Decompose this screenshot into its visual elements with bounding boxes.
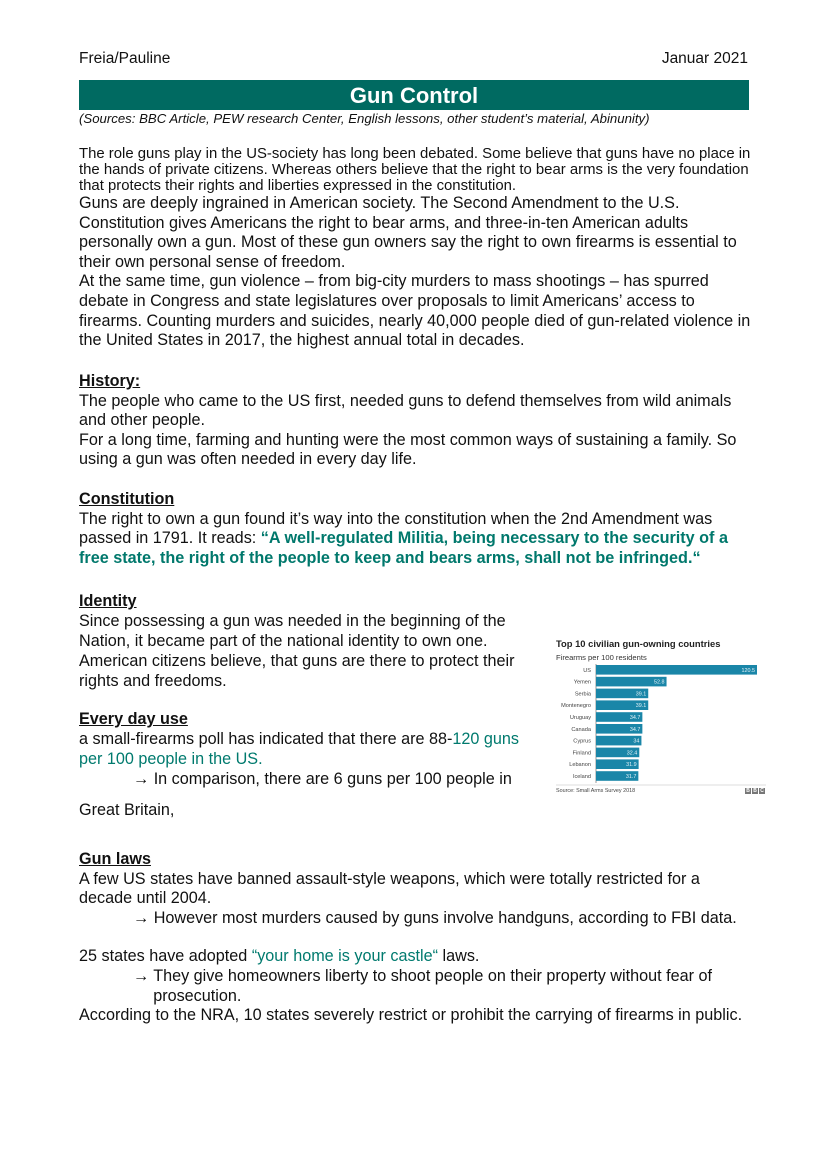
chart-category-label: Finland — [572, 750, 591, 757]
document-date: Januar 2021 — [661, 50, 748, 67]
chart-category-label: US — [583, 667, 591, 674]
constitution-heading: Constitution — [79, 490, 175, 508]
sources-line: (Sources: BBC Article, PEW research Center, English lessons, other student’s material, Abinunity) — [79, 111, 650, 126]
chart-value-label: 52.8 — [654, 679, 665, 686]
gun-laws-paragraph-3 — [79, 947, 751, 967]
chart-bar — [596, 665, 757, 675]
gun-laws-section — [79, 850, 751, 1026]
gun-laws-heading: Gun laws — [79, 850, 151, 868]
comparison-line — [79, 769, 539, 789]
history-section — [79, 372, 751, 470]
chart-value-label: 39.1 — [635, 691, 647, 698]
handguns-text: However most murders caused by guns involve handguns, according to FBI data. — [153, 908, 737, 927]
chart-value-label: 31.7 — [625, 774, 637, 780]
constitution-section — [79, 490, 751, 568]
comparison-end: Great Britain, — [79, 801, 175, 819]
history-heading: History: — [79, 372, 141, 390]
history-paragraph-1: The people who came to the US first, needed guns to defend themselves from wild animals and other people. — [79, 391, 732, 430]
everyday-section — [79, 709, 539, 820]
history-paragraph-2: For a long time, farming and hunting were the most common ways of sustaining a family. So using a gun was often needed in every day life. — [79, 430, 737, 469]
chart-value-label: 31.9 — [626, 762, 637, 769]
everyday-text: a small-firearms poll has indicated that there are 88- — [79, 730, 453, 748]
chart-category-label: Yemen — [573, 679, 591, 686]
chart-value-label: 39.1 — [635, 703, 647, 710]
chart-category-label: Montenegro — [561, 703, 591, 710]
identity-section — [79, 591, 539, 691]
intro-paragraph-3: At the same time, gun violence – from big-city murders to mass shootings – has spurred debate in Congress and state legislatures over proposals to limit Americans’ access to firearms. Counting murders and suicides, nearly 40,000 people died of gun-related violence in the United States in 2017, the highest annual total in decades. — [79, 272, 751, 350]
arrow-right-icon: → — [133, 966, 150, 985]
gun-ownership-chart — [556, 638, 766, 798]
author-names: Freia/Pauline — [79, 50, 171, 67]
intro-paragraph-1: The role guns play in the US-society has long been debated. Some believe that guns have no place in the hands of private citizens. Whereas others believe that the right to bear arms is the very foundation that protects their rights and liberties expressed in the constitution. — [79, 146, 751, 194]
chart-category-label: Lebanon — [569, 762, 591, 769]
everyday-paragraph — [79, 729, 539, 769]
chart-category-label: Cyprus — [573, 738, 591, 745]
chart-value-label: 34 — [633, 738, 640, 745]
arrow-right-icon: → — [133, 908, 150, 927]
gun-laws-paragraph-5: According to the NRA, 10 states severely restrict or prohibit the carrying of firearms in public. — [79, 1006, 743, 1025]
chart-value-label: 34.7 — [629, 726, 641, 733]
intro-section — [79, 146, 751, 351]
bbc-logo-letter: B — [753, 788, 757, 794]
castle-text-a: 25 states have adopted — [79, 947, 252, 966]
chart-category-label: Iceland — [572, 774, 591, 780]
constitution-paragraph — [79, 510, 751, 569]
document-title: Gun Control — [79, 80, 749, 110]
chart-title: Top 10 civilian gun-owning countries — [556, 638, 721, 649]
bbc-logo-letter: B — [746, 788, 750, 794]
arrow-right-icon: → — [133, 770, 150, 788]
gun-laws-paragraph-4 — [79, 967, 751, 1006]
gun-laws-paragraph-2 — [79, 909, 751, 929]
chart-value-label: 32.4 — [626, 750, 638, 757]
identity-heading: Identity — [79, 592, 137, 610]
everyday-heading: Every day use — [79, 710, 188, 728]
chart-category-label: Uruguay — [569, 715, 591, 721]
homeowners-text: They give homeowners liberty to shoot people on their property without fear of prosecution. — [153, 966, 712, 1005]
comparison-text: In comparison, there are 6 guns per 100 people in — [153, 770, 512, 788]
chart-plot — [556, 638, 766, 798]
second-amendment-quote: “A well-regulated Militia, being necessary to the security of a free state, the right of the people to keep and bears arms, shall not be infringed.“ — [79, 529, 728, 567]
identity-paragraph: Since possessing a gun was needed in the beginning of the Nation, it became part of the national identity to own one. American citizens believe, that guns are there to protect their rights and freedoms. — [79, 612, 515, 690]
chart-category-label: Serbia — [574, 691, 591, 698]
castle-law-highlight: “your home is your castle“ — [251, 947, 439, 966]
intro-paragraph-2: Guns are deeply ingrained in American society. The Second Amendment to the U.S. Constitution gives Americans the right to bear arms, and three-in-ten American adults personally own a gun. Most of these gun owners say the right to own firearms is essential to their own personal sense of freedom. — [79, 194, 737, 271]
chart-subtitle: Firearms per 100 residents — [556, 653, 647, 662]
chart-value-label: 34.7 — [629, 715, 641, 721]
chart-source: Source: Small Arms Survey 2018 — [556, 788, 636, 794]
bbc-logo-letter: C — [760, 788, 764, 794]
chart-category-label: Canada — [571, 726, 591, 733]
constitution-text: The right to own a gun found it’s way into the constitution when the 2nd Amendment was passed in 1791. It reads: — [79, 509, 713, 548]
bbc-logo — [745, 788, 765, 794]
castle-text-b: laws. — [438, 947, 480, 966]
us-guns-highlight: 120 guns per 100 people in the US. — [79, 730, 519, 768]
gun-laws-paragraph-1: A few US states have banned assault-style weapons, which were totally restricted for a decade until 2004. — [79, 869, 700, 908]
chart-value-label: 120.5 — [741, 667, 755, 674]
